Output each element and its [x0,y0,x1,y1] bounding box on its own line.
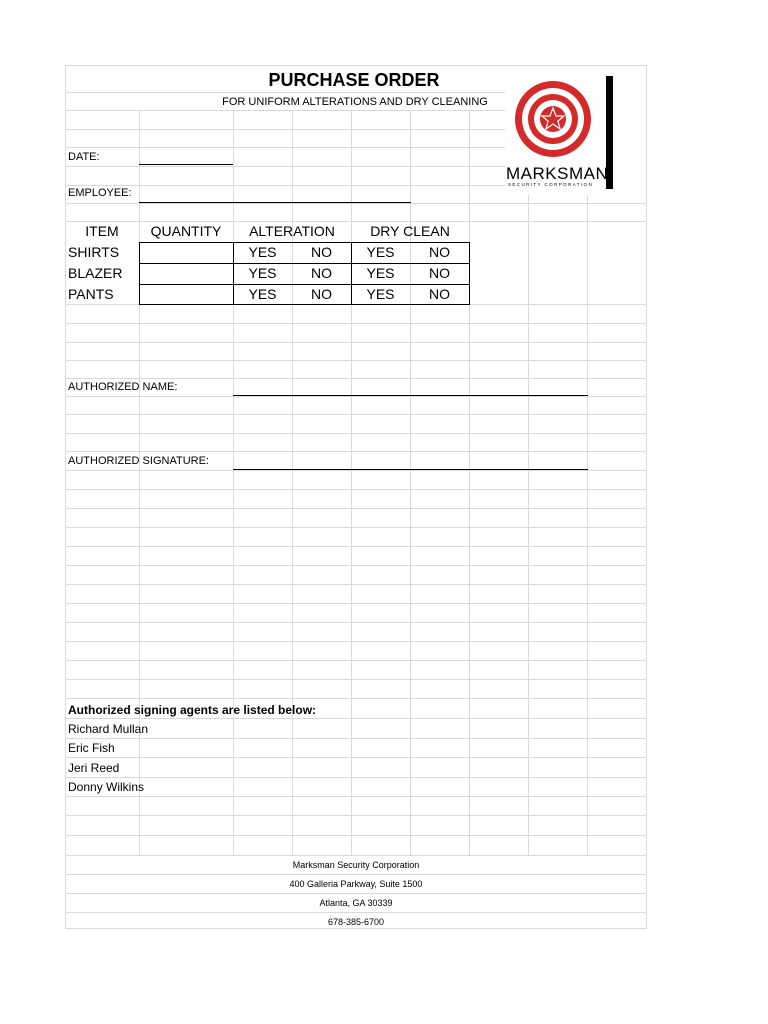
header-item: ITEM [85,223,119,239]
dryclean-yes-shirts[interactable]: YES [366,244,395,260]
logo-wordmark: MARKSMAN [506,164,609,183]
dryclean-yes-blazer[interactable]: YES [366,265,395,281]
date-label: DATE: [68,151,100,163]
alteration-no-shirts[interactable]: NO [311,244,332,260]
row-item-shirts: SHIRTS [68,244,120,260]
alteration-no-pants[interactable]: NO [311,286,332,302]
page-title: PURCHASE ORDER [268,70,440,90]
date-field[interactable] [139,164,233,165]
alteration-yes-pants[interactable]: YES [248,286,277,302]
footer-city: Atlanta, GA 30339 [319,898,393,908]
authorized-signature-field[interactable] [233,469,588,470]
agent-name: Donny Wilkins [68,780,145,794]
logo-tagline: SECURITY CORPORATION [508,182,594,187]
quantity-input-blazer[interactable] [140,264,232,284]
footer-phone: 678-385-6700 [327,917,385,927]
footer-company: Marksman Security Corporation [292,860,420,870]
alteration-yes-blazer[interactable]: YES [248,265,277,281]
alteration-no-blazer[interactable]: NO [311,265,332,281]
agent-name: Jeri Reed [68,761,120,775]
header-dry-clean: DRY CLEAN [370,223,450,239]
employee-label: EMPLOYEE: [68,187,132,199]
authorized-name-label: AUTHORIZED NAME: [68,381,178,393]
header-quantity: QUANTITY [150,223,222,239]
employee-field[interactable] [139,202,411,203]
agent-name: Richard Mullan [68,722,149,736]
header-alteration: ALTERATION [249,223,335,239]
row-item-blazer: BLAZER [68,265,123,281]
quantity-input-shirts[interactable] [140,243,232,263]
dryclean-no-blazer[interactable]: NO [429,265,450,281]
dryclean-yes-pants[interactable]: YES [366,286,395,302]
marksman-logo [505,75,615,193]
dryclean-no-shirts[interactable]: NO [429,244,450,260]
agent-name: Eric Fish [68,741,115,755]
alteration-yes-shirts[interactable]: YES [248,244,277,260]
page-subtitle: FOR UNIFORM ALTERATIONS AND DRY CLEANING [222,96,488,108]
authorized-signature-label: AUTHORIZED SIGNATURE: [68,455,209,467]
footer-address: 400 Galleria Parkway, Suite 1500 [289,879,423,889]
authorized-name-field[interactable] [233,395,588,396]
dryclean-no-pants[interactable]: NO [429,286,450,302]
quantity-input-pants[interactable] [140,285,232,304]
agents-heading: Authorized signing agents are listed below: [68,703,317,717]
row-item-pants: PANTS [68,286,114,302]
